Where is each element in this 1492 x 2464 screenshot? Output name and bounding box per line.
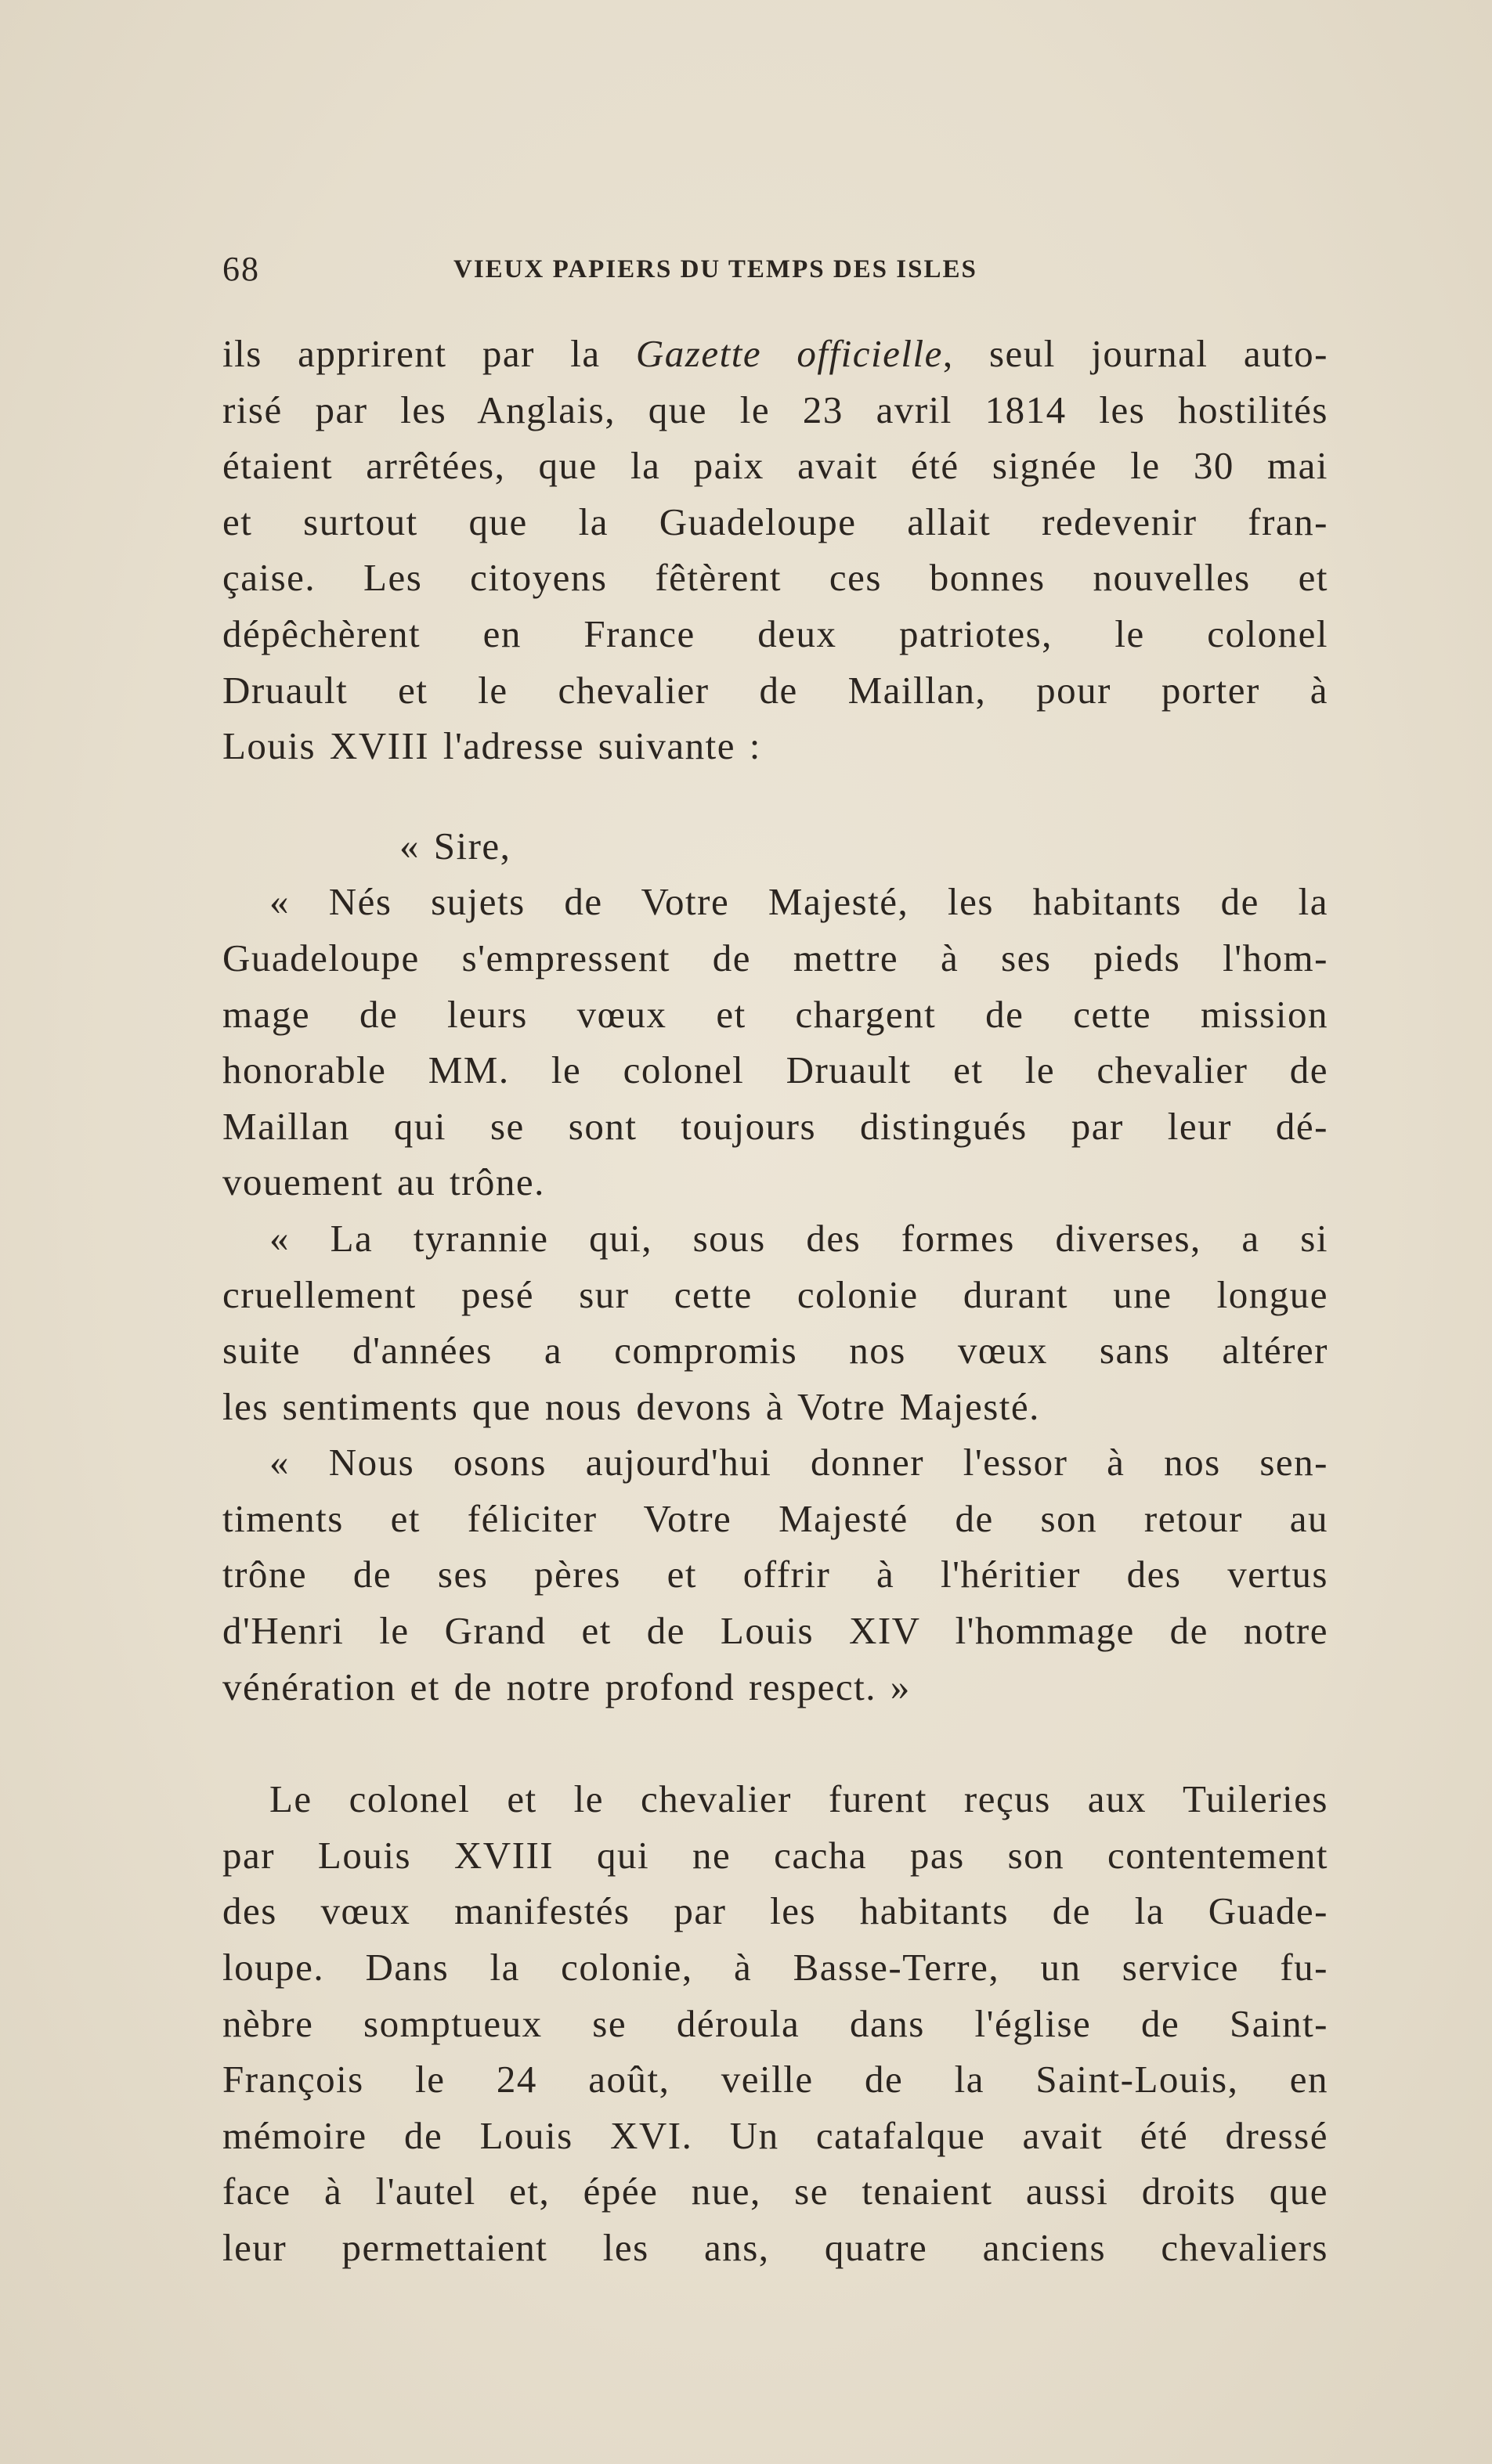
text-line: loupe. Dans la colonie, à Basse-Terre, un service fu-	[222, 1946, 1328, 1990]
text-line: trône de ses pères et offrir à l'héritier des vertus	[222, 1553, 1328, 1596]
text-line: risé par les Anglais, que le 23 avril 1814 les hostilités	[222, 388, 1328, 431]
text-line: mage de leurs vœux et chargent de cette mission	[222, 992, 1328, 1036]
text-fragment: ils apprirent par la	[222, 332, 636, 375]
text-line: face à l'autel et, épée nue, se tenaient aussi droits que	[222, 2170, 1328, 2213]
text-line: étaient arrêtées, que la paix avait été signée le 30 mai	[222, 444, 1328, 488]
text-line: suite d'années a compromis nos vœux sans altérer	[222, 1329, 1328, 1373]
text-line: çaise. Les citoyens fêtèrent ces bonnes nouvelles et	[222, 556, 1328, 600]
text-line: par Louis XVIII qui ne cacha pas son contentement	[222, 1833, 1328, 1877]
text-line: Druault et le chevalier de Maillan, pour porter à	[222, 668, 1328, 712]
text-line: « La tyrannie qui, sous des formes diverses, a si	[269, 1216, 1328, 1260]
body-text	[222, 326, 1328, 2276]
text-line: cruellement pesé sur cette colonie durant une longue	[222, 1272, 1328, 1316]
text-line: Guadeloupe s'empressent de mettre à ses pieds l'hom-	[222, 936, 1328, 979]
text-fragment: , seul journal auto-	[942, 332, 1329, 375]
text-line: « Nous osons aujourd'hui donner l'essor à nos sen-	[269, 1441, 1328, 1485]
text-line: Maillan qui se sont toujours distingués par leur dé-	[222, 1104, 1328, 1148]
text-line: Louis XVIII l'adresse suivante :	[222, 724, 761, 768]
spacer	[222, 1715, 1328, 1771]
text-line: « Nés sujets de Votre Majesté, les habitants de la	[269, 880, 1328, 924]
text-line: nèbre somptueux se déroula dans l'église de Saint-	[222, 2001, 1328, 2045]
text-line	[222, 326, 1328, 382]
text-line: vouement au trône.	[222, 1160, 545, 1204]
text-line: timents et féliciter Votre Majesté de son retour au	[222, 1496, 1328, 1540]
italic-title: Gazette officielle	[635, 332, 943, 375]
text-line: dépêchèrent en France deux patriotes, le colonel	[222, 611, 1328, 655]
text-line: et surtout que la Guadeloupe allait redevenir fran-	[222, 500, 1328, 543]
spacer	[222, 774, 1328, 818]
salutation: « Sire,	[399, 824, 511, 868]
text-line: François le 24 août, veille de la Saint-Louis, en	[222, 2058, 1328, 2101]
text-line: d'Henri le Grand et de Louis XIV l'hommage de notre	[222, 1609, 1328, 1653]
text-line: les sentiments que nous devons à Votre Majesté.	[222, 1384, 1040, 1428]
text-line: mémoire de Louis XVI. Un catafalque avait été dressé	[222, 2113, 1328, 2157]
text-line: Le colonel et le chevalier furent reçus aux Tuileries	[269, 1777, 1328, 1821]
page-header	[222, 249, 1328, 296]
running-title: VIEUX PAPIERS DU TEMPS DES ISLES	[453, 255, 977, 283]
text-line: vénération et de notre profond respect. »	[222, 1665, 911, 1708]
text-line: honorable MM. le colonel Druault et le chevalier de	[222, 1048, 1328, 1092]
text-line: des vœux manifestés par les habitants de la Guade-	[222, 1889, 1328, 1933]
text-line: leur permettaient les ans, quatre anciens chevaliers	[222, 2226, 1328, 2269]
page-number: 68	[222, 250, 260, 288]
